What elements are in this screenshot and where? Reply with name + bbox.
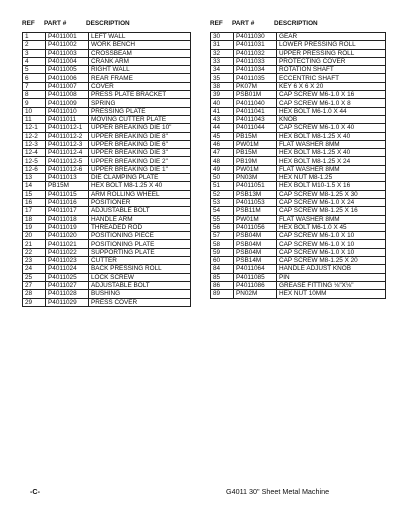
ref-cell: 12-2 <box>23 132 46 140</box>
part-number-cell: PSB04M <box>234 248 277 256</box>
part-number-cell: PB15M <box>46 182 89 190</box>
ref-cell: 45 <box>211 132 234 140</box>
ref-cell: 53 <box>211 198 234 206</box>
ref-cell: 44 <box>211 124 234 132</box>
part-number-cell: P4011064 <box>234 265 277 273</box>
table-row <box>23 74 191 82</box>
description-header: DESCRIPTION <box>274 20 318 27</box>
description-cell: FLAT WASHER 8MM <box>277 215 386 223</box>
description-cell: ADJUSTABLE BOLT <box>89 207 191 215</box>
description-cell: POSITIONING PLATE <box>89 240 191 248</box>
part-number-cell: P4011018 <box>46 215 89 223</box>
description-cell: CROSSBEAM <box>89 49 191 57</box>
part-number-cell: P4011012-6 <box>46 165 89 173</box>
part-number-cell: P4011086 <box>234 281 277 289</box>
part-number-cell: PSB04M <box>234 240 277 248</box>
part-number-cell: P4011056 <box>234 223 277 231</box>
manual-title: G4011 30" Sheet Metal Machine <box>226 487 330 496</box>
part-number-cell: P4011012-3 <box>46 140 89 148</box>
table-row <box>23 257 191 265</box>
ref-cell: 9 <box>23 99 46 107</box>
table-row <box>23 149 191 157</box>
table-row <box>211 91 386 99</box>
table-row <box>211 182 386 190</box>
part-number-cell: PB19M <box>234 157 277 165</box>
ref-cell: 58 <box>211 240 234 248</box>
part-number-cell: P4011032 <box>234 49 277 57</box>
description-cell: BACK PRESSING ROLL <box>89 265 191 273</box>
table-row <box>211 165 386 173</box>
description-cell: FLAT WASHER 8MM <box>277 140 386 148</box>
table-row <box>211 74 386 82</box>
table-row <box>211 281 386 289</box>
ref-cell: 34 <box>211 66 234 74</box>
ref-cell: 46 <box>211 140 234 148</box>
table-row <box>211 215 386 223</box>
description-cell: UPPER PRESSING ROLL <box>277 49 386 57</box>
description-cell: UPPER BREAKING DIE 2" <box>89 157 191 165</box>
description-cell: HEX BOLT M10-1.5 X 16 <box>277 182 386 190</box>
description-cell: MOVING CUTTER PLATE <box>89 115 191 123</box>
table-row <box>23 190 191 198</box>
description-cell: PRESS COVER <box>89 298 191 306</box>
parts-list-header <box>210 20 386 32</box>
description-cell: CAP SCREW M6-1.0 X 10 <box>277 248 386 256</box>
description-cell: CAP SCREW M6-1.0 X 16 <box>277 91 386 99</box>
table-row <box>211 49 386 57</box>
part-number-cell: PK07M <box>234 82 277 90</box>
description-cell: CAP SCREW M8-1.25 X 30 <box>277 190 386 198</box>
parts-list-right <box>210 20 386 299</box>
ref-cell: 47 <box>211 149 234 157</box>
ref-cell: 27 <box>23 281 46 289</box>
description-cell: HEX BOLT M6-1.0 X 45 <box>277 223 386 231</box>
part-number-cell: P4011034 <box>234 66 277 74</box>
table-row <box>23 248 191 256</box>
description-cell: ADJUSTABLE BOLT <box>89 281 191 289</box>
part-number-cell: P4011085 <box>234 273 277 281</box>
part-number-cell: P4011033 <box>234 57 277 65</box>
description-cell: RIGHT WALL <box>89 66 191 74</box>
ref-cell: 89 <box>211 290 234 298</box>
ref-cell: 43 <box>211 115 234 123</box>
description-cell: UPPER BREAKING DIE 8" <box>89 132 191 140</box>
description-cell: HEX BOLT M6-1.0 X 44 <box>277 107 386 115</box>
description-cell: HEX BOLT M8-1.25 X 24 <box>277 157 386 165</box>
table-row <box>23 49 191 57</box>
table-row <box>211 190 386 198</box>
description-cell: UPPER BREAKING DIE 1" <box>89 165 191 173</box>
part-number-cell: PW01M <box>234 140 277 148</box>
table-row <box>211 140 386 148</box>
description-cell: REAR FRAME <box>89 74 191 82</box>
description-cell: HANDLE ARM <box>89 215 191 223</box>
part-number-cell: P4011001 <box>46 33 89 41</box>
part-number-cell: P4011021 <box>46 240 89 248</box>
part-number-cell: P4011004 <box>46 57 89 65</box>
part-number-cell: P4011040 <box>234 99 277 107</box>
description-cell: HEX BOLT M8-1.25 X 40 <box>277 132 386 140</box>
ref-cell: 15 <box>23 190 46 198</box>
part-header: PART # <box>44 20 67 27</box>
description-cell: CUTTER <box>89 257 191 265</box>
description-cell: UPPER BREAKING DIE 10" <box>89 124 191 132</box>
part-number-cell: P4011012-4 <box>46 149 89 157</box>
description-cell: ARM ROLLING WHEEL <box>89 190 191 198</box>
ref-cell: 23 <box>23 257 46 265</box>
part-number-cell: P4011009 <box>46 99 89 107</box>
part-number-cell: P4011023 <box>46 257 89 265</box>
description-cell: CRANK ARM <box>89 57 191 65</box>
table-row <box>23 215 191 223</box>
ref-cell: 12-6 <box>23 165 46 173</box>
part-number-cell: P4011044 <box>234 124 277 132</box>
part-number-cell: P4011020 <box>46 232 89 240</box>
ref-cell: 7 <box>23 82 46 90</box>
description-cell: PIN <box>277 273 386 281</box>
description-cell: FLAT WASHER 8MM <box>277 165 386 173</box>
part-number-cell: PN02M <box>234 290 277 298</box>
ref-cell: 60 <box>211 257 234 265</box>
table-row <box>211 33 386 41</box>
table-row <box>23 223 191 231</box>
description-cell: POSITIONER <box>89 198 191 206</box>
ref-cell: 29 <box>23 298 46 306</box>
description-cell: KEY 6 X 6 X 20 <box>277 82 386 90</box>
part-number-cell: P4011010 <box>46 107 89 115</box>
ref-cell: 38 <box>211 82 234 90</box>
table-row <box>23 174 191 182</box>
description-cell: ECCENTRIC SHAFT <box>277 74 386 82</box>
description-cell: CAP SCREW M6-1.0 X 10 <box>277 232 386 240</box>
table-row <box>23 132 191 140</box>
table-row <box>211 82 386 90</box>
part-number-cell: P4011013 <box>46 174 89 182</box>
table-row <box>211 174 386 182</box>
ref-cell: 25 <box>23 273 46 281</box>
description-cell: HEX NUT 10MM <box>277 290 386 298</box>
description-cell: CAP SCREW M6-1.0 X 8 <box>277 99 386 107</box>
table-row <box>23 115 191 123</box>
description-cell: BUSHING <box>89 290 191 298</box>
description-cell: LOCK SCREW <box>89 273 191 281</box>
description-cell: LOWER PRESSING ROLL <box>277 41 386 49</box>
description-cell: UPPER BREAKING DIE 3" <box>89 149 191 157</box>
part-number-cell: P4011022 <box>46 248 89 256</box>
description-cell: CAP SCREW M8-1.25 X 20 <box>277 257 386 265</box>
part-number-cell: P4011024 <box>46 265 89 273</box>
part-number-cell: P4011015 <box>46 190 89 198</box>
ref-cell: 41 <box>211 107 234 115</box>
part-number-cell: PW01M <box>234 165 277 173</box>
table-row <box>211 149 386 157</box>
part-number-cell: P4011031 <box>234 41 277 49</box>
ref-cell: 56 <box>211 223 234 231</box>
ref-cell: 18 <box>23 215 46 223</box>
description-cell: SPRING <box>89 99 191 107</box>
part-number-cell: PB15M <box>234 132 277 140</box>
part-number-cell: P4011027 <box>46 281 89 289</box>
description-cell: CAP SCREW M6-1.0 X 24 <box>277 198 386 206</box>
ref-cell: 22 <box>23 248 46 256</box>
table-row <box>211 41 386 49</box>
description-cell: HEX NUT M8-1.25 <box>277 174 386 182</box>
table-row <box>23 107 191 115</box>
ref-cell: 13 <box>23 174 46 182</box>
table-row <box>211 57 386 65</box>
ref-cell: 52 <box>211 190 234 198</box>
part-number-cell: P4011012-2 <box>46 132 89 140</box>
ref-cell: 12-1 <box>23 124 46 132</box>
table-row <box>23 99 191 107</box>
table-row <box>23 298 191 306</box>
part-number-cell: P4011019 <box>46 223 89 231</box>
table-row <box>211 273 386 281</box>
ref-cell: 17 <box>23 207 46 215</box>
ref-cell: 40 <box>211 99 234 107</box>
table-row <box>211 257 386 265</box>
ref-cell: 57 <box>211 232 234 240</box>
ref-cell: 31 <box>211 41 234 49</box>
ref-cell: 59 <box>211 248 234 256</box>
part-number-cell: P4011012-5 <box>46 157 89 165</box>
part-number-cell: P4011011 <box>46 115 89 123</box>
part-number-cell: P4011008 <box>46 91 89 99</box>
ref-cell: 4 <box>23 57 46 65</box>
description-cell: HEX BOLT M8-1.25 X 40 <box>277 149 386 157</box>
part-number-cell: P4011053 <box>234 198 277 206</box>
part-number-cell: P4011005 <box>46 66 89 74</box>
description-cell: PRESS PLATE BRACKET <box>89 91 191 99</box>
part-number-cell: P4011041 <box>234 107 277 115</box>
ref-cell: 39 <box>211 91 234 99</box>
parts-table-right <box>210 32 386 299</box>
table-row <box>211 132 386 140</box>
ref-cell: 8 <box>23 91 46 99</box>
part-number-cell: P4011029 <box>46 298 89 306</box>
part-number-cell: P4011028 <box>46 290 89 298</box>
table-row <box>23 57 191 65</box>
ref-cell: 30 <box>211 33 234 41</box>
description-cell: GREASE FITTING ⅛"X⅛" <box>277 281 386 289</box>
table-row <box>211 265 386 273</box>
table-row <box>23 66 191 74</box>
ref-header: REF <box>210 20 223 27</box>
part-number-cell: PSB01M <box>234 91 277 99</box>
description-cell: UPPER BREAKING DIE 6" <box>89 140 191 148</box>
table-row <box>211 124 386 132</box>
ref-cell: 24 <box>23 265 46 273</box>
ref-header: REF <box>22 20 35 27</box>
table-row <box>23 273 191 281</box>
description-cell: LEFT WALL <box>89 33 191 41</box>
part-number-cell: PN03M <box>234 174 277 182</box>
part-number-cell: P4011006 <box>46 74 89 82</box>
description-cell: ROTATION SHAFT <box>277 66 386 74</box>
description-header: DESCRIPTION <box>86 20 130 27</box>
part-number-cell: P4011016 <box>46 198 89 206</box>
table-row <box>23 182 191 190</box>
description-cell: HANDLE ADJUST KNOB <box>277 265 386 273</box>
ref-cell: 12-5 <box>23 157 46 165</box>
ref-cell: 84 <box>211 265 234 273</box>
part-number-cell: PSB14M <box>234 257 277 265</box>
part-number-cell: P4011025 <box>46 273 89 281</box>
ref-cell: 6 <box>23 74 46 82</box>
parts-table-left <box>22 32 191 307</box>
part-number-cell: P4011002 <box>46 41 89 49</box>
ref-cell: 1 <box>23 33 46 41</box>
part-number-cell: PW01M <box>234 215 277 223</box>
table-row <box>23 82 191 90</box>
ref-cell: 55 <box>211 215 234 223</box>
table-row <box>23 41 191 49</box>
parts-list-header <box>22 20 191 32</box>
table-row <box>211 232 386 240</box>
description-cell: THREADED ROD <box>89 223 191 231</box>
table-row <box>23 165 191 173</box>
ref-cell: 33 <box>211 57 234 65</box>
description-cell: GEAR <box>277 33 386 41</box>
ref-cell: 5 <box>23 66 46 74</box>
table-row <box>23 281 191 289</box>
ref-cell: 32 <box>211 49 234 57</box>
parts-list-left <box>22 20 191 307</box>
description-cell: COVER <box>89 82 191 90</box>
table-row <box>23 290 191 298</box>
part-number-cell: P4011030 <box>234 33 277 41</box>
ref-cell: 14 <box>23 182 46 190</box>
table-row <box>211 99 386 107</box>
part-number-cell: P4011043 <box>234 115 277 123</box>
description-cell: DIE CLAMPING PLATE <box>89 174 191 182</box>
ref-cell: 35 <box>211 74 234 82</box>
table-row <box>23 91 191 99</box>
description-cell: KNOB <box>277 115 386 123</box>
table-row <box>23 33 191 41</box>
page-label: -C- <box>30 487 40 496</box>
table-row <box>211 198 386 206</box>
table-row <box>23 140 191 148</box>
table-row <box>23 265 191 273</box>
part-number-cell: P4011017 <box>46 207 89 215</box>
description-cell: POSITIONING PIECE <box>89 232 191 240</box>
description-cell: PRESSING PLATE <box>89 107 191 115</box>
part-number-cell: PSB04M <box>234 232 277 240</box>
table-row <box>211 157 386 165</box>
table-row <box>23 157 191 165</box>
ref-cell: 86 <box>211 281 234 289</box>
ref-cell: 54 <box>211 207 234 215</box>
ref-cell: 12-4 <box>23 149 46 157</box>
table-row <box>211 248 386 256</box>
part-number-cell: P4011051 <box>234 182 277 190</box>
ref-cell: 12-3 <box>23 140 46 148</box>
description-cell: PROTECTING COVER <box>277 57 386 65</box>
ref-cell: 11 <box>23 115 46 123</box>
table-row <box>211 107 386 115</box>
description-cell: CAP SCREW M6-1.0 X 10 <box>277 240 386 248</box>
part-number-cell: PSB11M <box>234 207 277 215</box>
ref-cell: 50 <box>211 174 234 182</box>
ref-cell: 16 <box>23 198 46 206</box>
table-row <box>211 240 386 248</box>
ref-cell: 21 <box>23 240 46 248</box>
table-row <box>23 232 191 240</box>
part-number-cell: P4011012-1 <box>46 124 89 132</box>
table-row <box>211 207 386 215</box>
ref-cell: 20 <box>23 232 46 240</box>
part-number-cell: P4011035 <box>234 74 277 82</box>
description-cell: CAP SCREW M8-1.25 X 16 <box>277 207 386 215</box>
table-row <box>211 290 386 298</box>
ref-cell: 28 <box>23 290 46 298</box>
description-cell: SUPPORTING PLATE <box>89 248 191 256</box>
ref-cell: 3 <box>23 49 46 57</box>
ref-cell: 48 <box>211 157 234 165</box>
description-cell: WORK BENCH <box>89 41 191 49</box>
ref-cell: 10 <box>23 107 46 115</box>
part-number-cell: PB15M <box>234 149 277 157</box>
table-row <box>23 198 191 206</box>
ref-cell: 49 <box>211 165 234 173</box>
ref-cell: 19 <box>23 223 46 231</box>
description-cell: HEX BOLT M8-1.25 X 40 <box>89 182 191 190</box>
part-number-cell: P4011003 <box>46 49 89 57</box>
ref-cell: 51 <box>211 182 234 190</box>
part-number-cell: P4011007 <box>46 82 89 90</box>
ref-cell: 2 <box>23 41 46 49</box>
table-row <box>23 240 191 248</box>
description-cell: CAP SCREW M6-1.0 X 40 <box>277 124 386 132</box>
table-row <box>23 207 191 215</box>
part-header: PART # <box>232 20 255 27</box>
table-row <box>23 124 191 132</box>
ref-cell: 85 <box>211 273 234 281</box>
part-number-cell: PSB13M <box>234 190 277 198</box>
table-row <box>211 66 386 74</box>
table-row <box>211 223 386 231</box>
table-row <box>211 115 386 123</box>
